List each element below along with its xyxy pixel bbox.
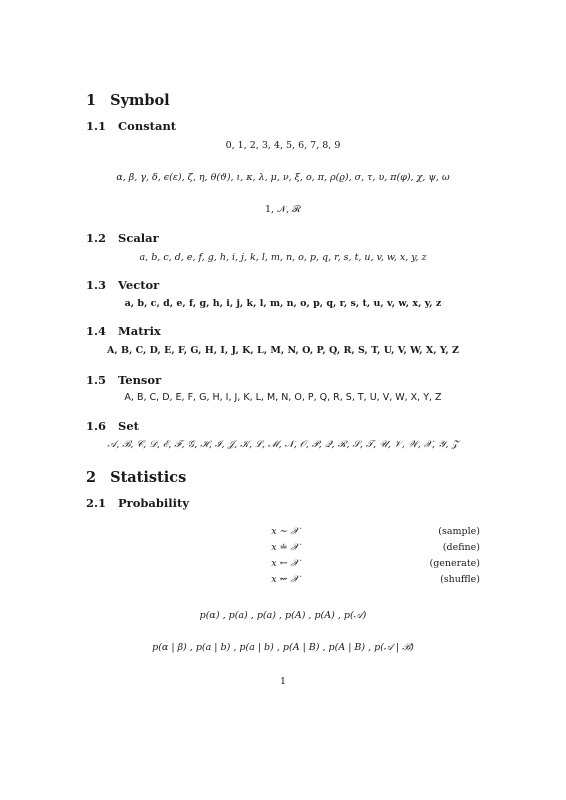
subsection-number: 1.5: [86, 373, 107, 387]
equation-sets: 𝒜, ℬ, 𝒞, 𝒟, ℰ, ℱ, 𝒢, ℋ, ℐ, 𝒥, 𝒦, ℒ, ℳ, 𝒩, 𝒪, 𝒫, 𝒬, ℛ, 𝒮, 𝒯, 𝒰, 𝒱, 𝒲, 𝒳, 𝒴, 𝒵: [107, 439, 459, 450]
subsection-heading-tensor: [86, 373, 161, 387]
equation-tag: (generate): [429, 558, 480, 569]
subsection-heading-vector: [86, 278, 159, 292]
equation-vectors: a, b, c, d, e, f, g, h, i, j, k, l, m, n, o, p, q, r, s, t, u, v, w, x, y, z: [124, 298, 442, 309]
equation-special-constants: 1, 𝒩, ℛ: [264, 204, 302, 215]
subsection-title: Constant: [118, 119, 177, 133]
equation-row-generate: [0, 558, 566, 572]
section-number: 2: [86, 469, 97, 486]
equation-tag: (define): [442, 542, 480, 553]
equation-scalars: a, b, c, d, e, f, g, h, i, j, k, l, m, n, o, p, q, r, s, t, u, v, w, x, y, z: [139, 252, 427, 263]
subsection-title: Probability: [118, 496, 190, 510]
subsection-number: 1.2: [86, 231, 107, 245]
section-title: Symbol: [110, 92, 170, 109]
section-number: 1: [86, 92, 97, 109]
subsection-heading-probability: [86, 496, 189, 510]
relation-expression: x ≐ 𝒳: [271, 542, 299, 553]
subsection-title: Vector: [118, 278, 160, 292]
equation-tensors: A, B, C, D, E, F, G, H, I, J, K, L, M, N, O, P, Q, R, S, T, U, V, W, X, Y, Z: [124, 392, 442, 403]
equation-row-sample: [0, 526, 566, 540]
equation-digits: 0, 1, 2, 3, 4, 5, 6, 7, 8, 9: [225, 140, 341, 151]
equation-matrices: A, B, C, D, E, F, G, H, I, J, K, L, M, N, O, P, Q, R, S, T, U, V, W, X, Y, Z: [107, 345, 459, 356]
equation-conditional-probabilities: p(α | β) , p(a | b) , p(a | b) , p(A | B) , p(A | B) , p(𝒜 | ℬ): [152, 642, 414, 653]
subsection-title: Set: [118, 419, 139, 433]
section-heading-symbol: [86, 92, 170, 109]
subsection-title: Scalar: [118, 231, 159, 245]
equation-row-shuffle: [0, 574, 566, 588]
subsection-number: 1.1: [86, 119, 107, 133]
subsection-heading-constant: [86, 119, 176, 133]
equation-tag: (shuffle): [440, 574, 480, 585]
equation-greek-letters: α, β, γ, δ, ϵ(ε), ζ, η, θ(ϑ), ι, κ, λ, μ, ν, ξ, ο, π, ρ(ϱ), σ, τ, υ, π(φ), χ, ψ, ω: [116, 172, 450, 183]
relation-expression: x ⇜ 𝒳: [271, 574, 299, 585]
equation-tag: (sample): [438, 526, 480, 537]
subsection-number: 1.6: [86, 419, 107, 433]
relation-expression: x ∼ 𝒳: [271, 526, 299, 537]
section-heading-statistics: [86, 469, 186, 486]
subsection-heading-scalar: [86, 231, 159, 245]
subsection-number: 1.4: [86, 324, 107, 338]
subsection-heading-set: [86, 419, 139, 433]
subsection-number: 1.3: [86, 278, 107, 292]
subsection-heading-matrix: [86, 324, 161, 338]
section-title: Statistics: [110, 469, 187, 486]
equation-row-define: [0, 542, 566, 556]
page-number: 1: [279, 676, 287, 687]
subsection-title: Tensor: [118, 373, 162, 387]
equation-marginal-probabilities: p(α) , p(a) , p(a) , p(A) , p(A) , p(𝒜): [199, 610, 367, 621]
subsection-title: Matrix: [118, 324, 161, 338]
relation-expression: x ← 𝒳: [271, 558, 299, 569]
subsection-number: 2.1: [86, 496, 107, 510]
